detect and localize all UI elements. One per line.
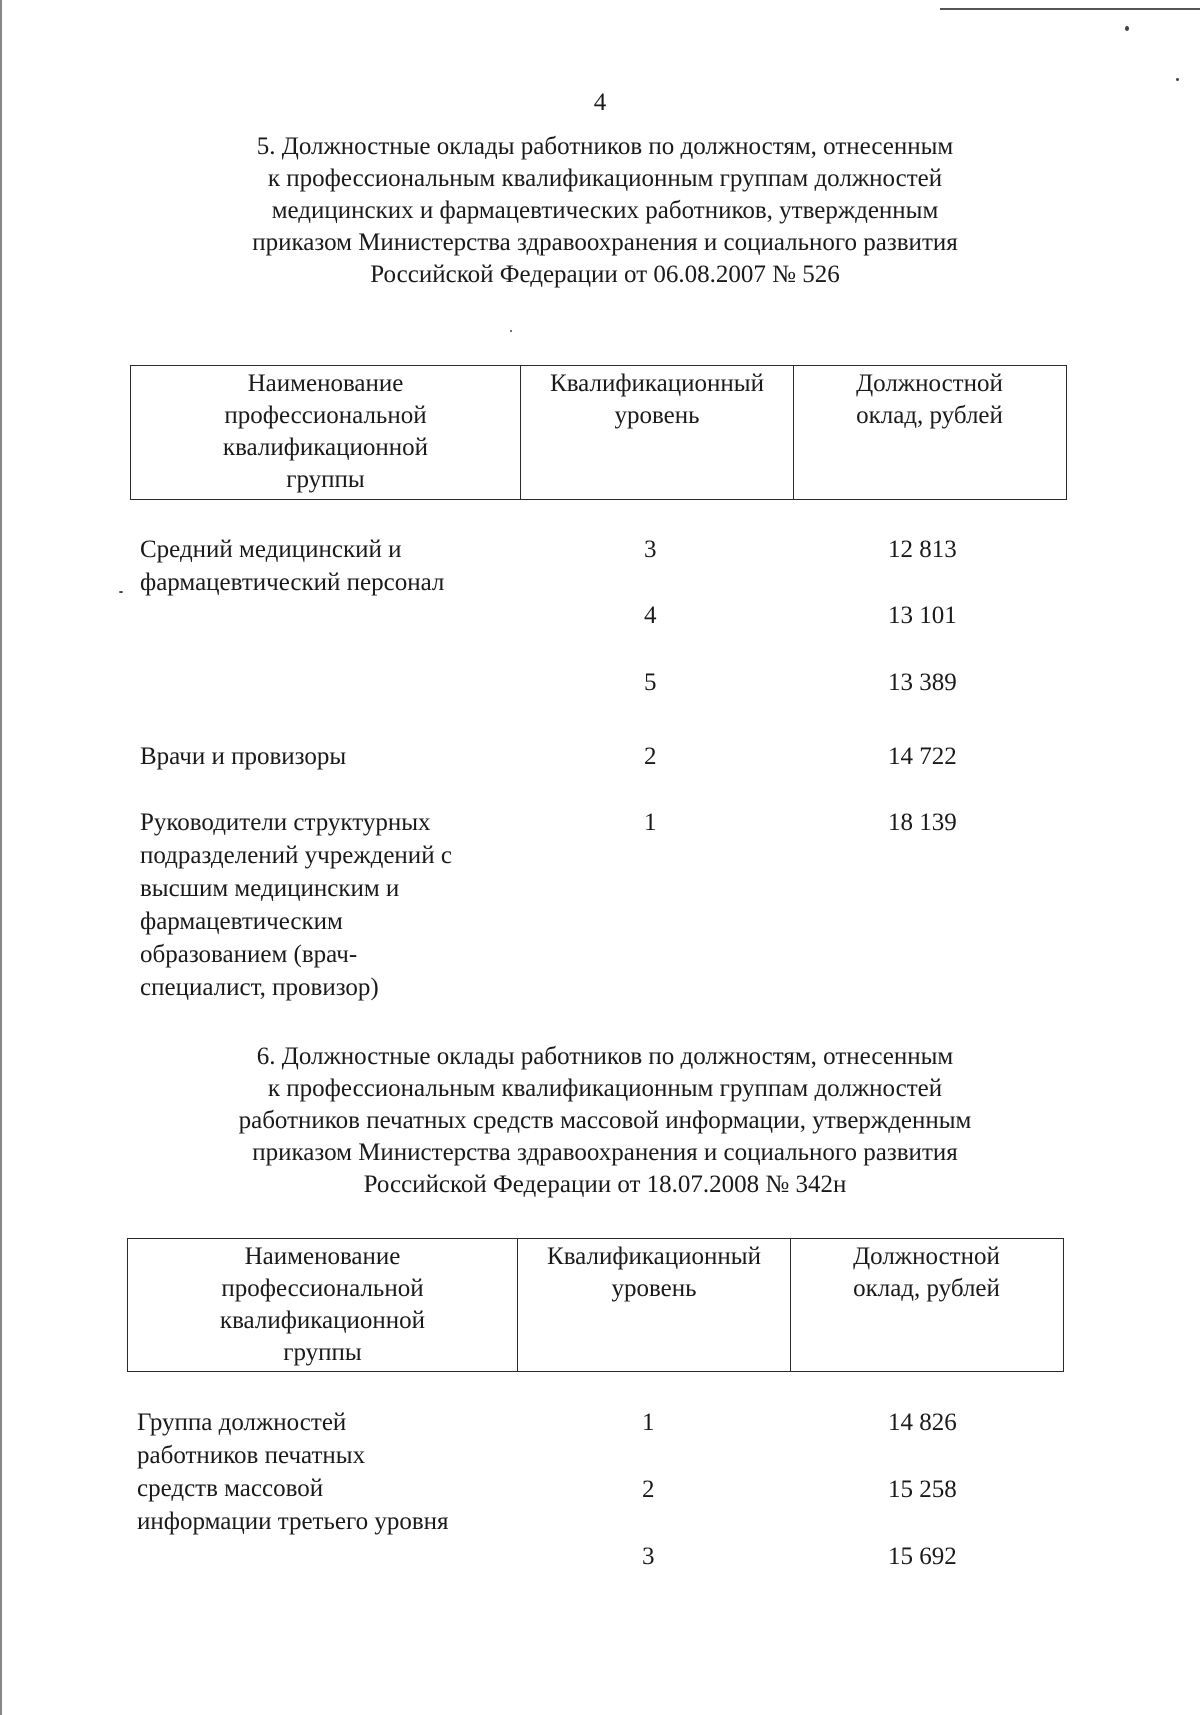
group-name-line: высшим медицинским и [140,875,400,902]
header-text: оклад, рублей [856,402,1003,429]
header-text: профессиональной [221,1275,424,1302]
group-name-cell [140,533,444,599]
level-cell: 3 [642,1543,655,1570]
group-name-cell [140,740,346,773]
scan-top-line [940,8,1200,10]
header-text: Квалификационный [547,1243,761,1270]
heading-line: работников печатных средств массовой информации, утвержденным [238,1107,972,1134]
group-name-line: подразделений учреждений с [140,842,452,869]
header-text: квалификационной [219,1307,426,1334]
heading-line: 5. Должностные оклады работников по должностям, отнесенным [256,133,954,160]
section-5-heading [140,131,1070,291]
salary-cell: 14 722 [888,743,957,770]
section-6-table-header [127,1238,1064,1372]
header-text: оклад, рублей [853,1275,1000,1302]
header-text: Должностной [853,1243,1000,1270]
level-cell: 5 [644,669,657,696]
group-name-line: информации третьего уровня [137,1508,449,1535]
salary-cell: 15 692 [888,1543,957,1570]
group-name-line: фармацевтическим [140,908,343,935]
section-6-heading [140,1041,1070,1201]
level-cell: 4 [644,602,657,629]
heading-line: Российской Федерации от 06.08.2007 № 526 [370,261,840,288]
header-text: профессиональной [224,402,427,429]
salary-cell: 12 813 [888,536,957,563]
header-text: уровень [614,402,700,429]
header-group-name [128,1239,517,1371]
group-name-line: Группа должностей [137,1409,347,1436]
header-salary [790,1239,1062,1371]
group-name-line: Средний медицинский и [140,536,402,563]
salary-cell: 13 389 [888,669,957,696]
salary-cell: 14 826 [888,1409,957,1436]
level-cell: 2 [644,743,657,770]
scan-speck [1176,78,1179,81]
heading-line: Российской Федерации от 18.07.2008 № 342н [363,1171,847,1198]
salary-cell: 13 101 [888,602,957,629]
header-text: Должностной [856,370,1003,397]
scan-speck [1125,26,1129,31]
header-text: квалификационной [222,434,429,461]
heading-line: к профессиональным квалификационным группам должностей [267,165,943,192]
header-text: уровень [611,1275,697,1302]
salary-cell: 15 258 [888,1476,957,1503]
heading-line: медицинских и фармацевтических работников, утвержденным [271,197,939,224]
scan-speck [510,330,512,332]
header-qual-level [520,366,793,499]
group-name-line: Врачи и провизоры [140,743,347,770]
group-name-line: работников печатных [137,1442,366,1469]
header-text: группы [286,466,365,493]
scan-edge-line [0,0,2,1715]
heading-line: приказом Министерства здравоохранения и социального развития [252,229,958,256]
group-name-line: фармацевтический персонал [140,569,445,596]
header-qual-level [517,1239,790,1371]
level-cell: 1 [644,809,657,836]
group-name-cell [140,806,452,1004]
heading-line: 6. Должностные оклады работников по должностям, отнесенным [256,1043,954,1070]
section-5-table-header [130,365,1067,500]
group-name-line: средств массовой [137,1475,324,1502]
header-text: Квалификационный [550,370,764,397]
level-cell: 2 [642,1476,655,1503]
salary-cell: 18 139 [888,809,957,836]
header-salary [793,366,1065,499]
header-text: Наименование [244,1243,401,1270]
page-number: 4 [593,89,607,116]
group-name-line: специалист, провизор) [140,974,379,1001]
group-name-cell [137,1406,449,1538]
header-text: группы [283,1339,362,1366]
scan-speck [119,591,123,593]
level-cell: 1 [642,1409,655,1436]
heading-line: приказом Министерства здравоохранения и социального развития [252,1139,958,1166]
heading-line: к профессиональным квалификационным группам должностей [267,1075,943,1102]
header-text: Наименование [247,370,404,397]
level-cell: 3 [644,536,657,563]
group-name-line: образованием (врач- [140,941,358,968]
header-group-name [131,366,520,499]
group-name-line: Руководители структурных [140,809,431,836]
